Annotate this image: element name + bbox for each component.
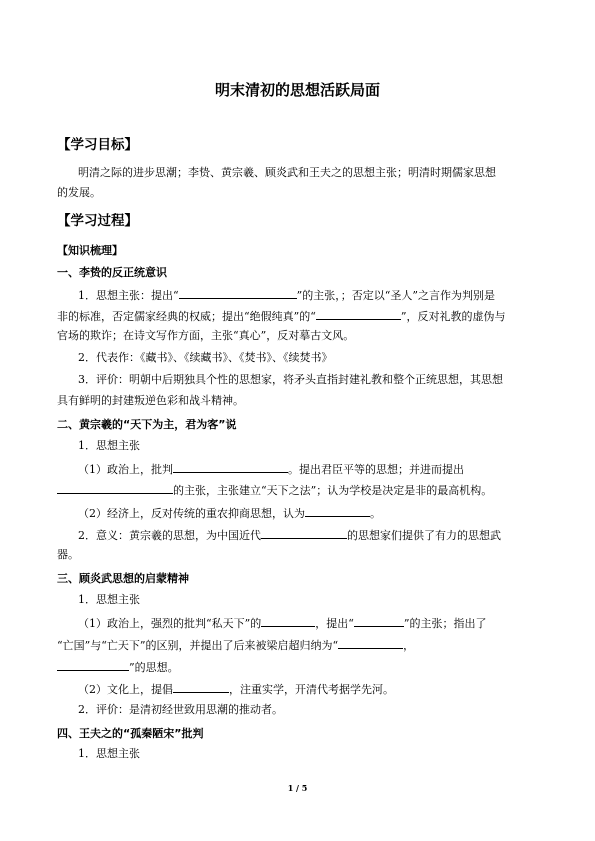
- s2-line-1: 1．思想主张: [78, 439, 140, 452]
- s3-text: “亡国”与“亡天下”的区别，并提出了后来被梁启超归纳为“: [57, 639, 339, 652]
- page-number: 1 / 5: [287, 783, 308, 793]
- s2-line-6: 器。: [57, 548, 79, 561]
- s3-line-4: [57, 659, 179, 675]
- s1-text: 非的标准，否定儒家经典的权威；提出“绝假纯真”的“: [57, 310, 316, 323]
- goal-text-line-1: 明清之际的进步思潮；李贽、黄宗羲、顾炎武和王夫之的思想主张；明清时期儒家思想: [78, 166, 496, 179]
- s2-text: （1）政治上，批判: [78, 463, 173, 476]
- s1-line-4: 2．代表作：《藏书》、《续藏书》、《焚书》、《续焚书》: [78, 351, 333, 364]
- s2-line-2: [78, 461, 464, 477]
- s1-line-3: 官场的欺诈；在诗文写作方面，主张“真心”，反对摹古文风。: [57, 329, 355, 342]
- section-2-heading: 二、黄宗羲的“天下为主，君为客”说: [57, 418, 237, 431]
- fill-blank[interactable]: [316, 308, 401, 320]
- fill-blank[interactable]: [173, 681, 229, 693]
- process-heading: 【学习过程】: [57, 213, 138, 229]
- s2-text: 。: [370, 507, 381, 520]
- s1-line-1: [78, 287, 495, 303]
- s3-line-1: 1．思想主张: [78, 593, 140, 606]
- s3-text: ，提出“: [315, 617, 354, 630]
- s2-text: 2．意义：黄宗羲的思想，为中国近代: [78, 529, 261, 542]
- s3-line-6: 2．评价：是清初经世致用思潮的推动者。: [78, 703, 283, 716]
- s1-text: ”的主张，；否定以“圣人”之言作为判别是: [296, 289, 495, 302]
- s2-text: （2）经济上，反对传统的重农抑商思想，认为: [78, 507, 305, 520]
- section-3-heading: 三、顾炎武思想的启蒙精神: [57, 572, 189, 585]
- s3-text: ”的主张；指出了: [403, 617, 487, 630]
- s1-line-2: [57, 308, 506, 324]
- s1-line-5: 3．评价：明朝中后期独具个性的思想家，将矛头直指封建礼教和整个正统思想，其思想: [78, 373, 503, 386]
- section-4-heading: 四、王夫之的“孤秦陋宋”批判: [57, 727, 204, 740]
- s2-text: 的思想家们提供了有力的思想武: [347, 529, 501, 542]
- fill-blank[interactable]: [57, 659, 129, 671]
- s3-text: （2）文化上，提倡: [78, 683, 173, 696]
- goal-text-line-2: 的发展。: [57, 186, 101, 199]
- s3-text: ，注重实学，开清代考据学先河。: [229, 683, 394, 696]
- s4-line-1: 1．思想主张: [78, 747, 140, 760]
- knowledge-heading: 【知识梳理】: [57, 244, 123, 257]
- s3-line-5: [78, 681, 394, 697]
- s2-text: 。提出君臣平等的思想；并进而提出: [288, 463, 464, 476]
- s1-text: ”，反对礼教的虚伪与: [400, 310, 506, 323]
- s3-text: （1）政治上，强烈的批判“私天下”的: [78, 617, 262, 630]
- s2-line-3: [57, 482, 492, 498]
- s1-line-6: 具有鲜明的封建叛逆色彩和战斗精神。: [57, 394, 244, 407]
- goal-heading: 【学习目标】: [57, 137, 138, 153]
- s2-text: 的主张，主张建立“天下之法”；认为学校是决定是非的最高机构。: [173, 484, 493, 497]
- s3-text: ，: [403, 639, 415, 652]
- fill-blank[interactable]: [354, 615, 404, 627]
- fill-blank[interactable]: [305, 505, 370, 517]
- section-1-heading: 一、李贽的反正统意识: [57, 266, 167, 279]
- fill-blank[interactable]: [179, 287, 297, 299]
- fill-blank[interactable]: [261, 527, 347, 539]
- fill-blank[interactable]: [57, 482, 173, 494]
- page-title: 明末清初的思想活跃局面: [214, 81, 380, 99]
- s3-line-2: [78, 615, 487, 631]
- fill-blank[interactable]: [338, 637, 403, 649]
- s2-line-4: [78, 505, 381, 521]
- s3-text: ”的思想。: [129, 661, 179, 674]
- s1-text: 1．思想主张：提出“: [78, 289, 179, 302]
- s3-line-3: [57, 637, 414, 653]
- fill-blank[interactable]: [261, 615, 315, 627]
- s2-line-5: [78, 527, 501, 543]
- fill-blank[interactable]: [173, 461, 288, 473]
